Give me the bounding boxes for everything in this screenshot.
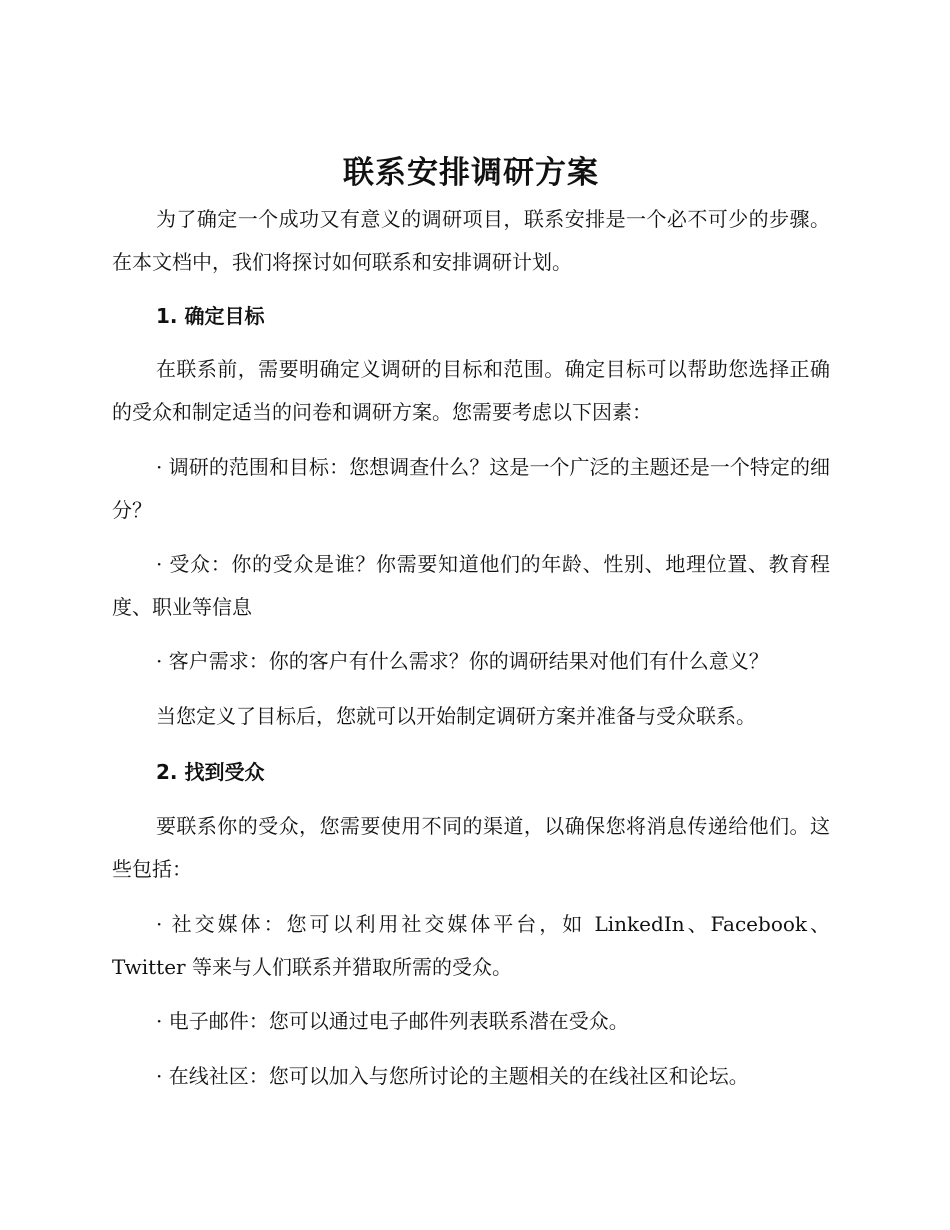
section-1-paragraph: 在联系前，需要明确定义调研的目标和范围。确定目标可以帮助您选择正确的受众和制定适当的问卷和调研方案。您需要考虑以下因素： xyxy=(112,357,830,424)
document-title: 联系安排调研方案 xyxy=(343,155,599,191)
section-2-paragraph: 要联系你的受众，您需要使用不同的渠道，以确保您将消息传递给他们。这些包括： xyxy=(112,814,830,881)
section-1-bullet-1: · 调研的范围和目标：您想调查什么？这是一个广泛的主题还是一个特定的细分？ xyxy=(112,455,830,522)
document-page xyxy=(112,0,830,1230)
section-2-bullet-2: · 电子邮件：您可以通过电子邮件列表联系潜在受众。 xyxy=(156,1009,629,1033)
section-1-bullet-3: · 客户需求：你的客户有什么需求？你的调研结果对他们有什么意义？ xyxy=(156,649,769,673)
section-1-conclusion: 当您定义了目标后，您就可以开始制定调研方案并准备与受众联系。 xyxy=(156,704,756,728)
section-2-bullet-3: · 在线社区：您可以加入与您所讨论的主题相关的在线社区和论坛。 xyxy=(156,1064,749,1088)
section-1-heading: 1. 确定目标 xyxy=(156,304,265,328)
section-2-heading: 2. 找到受众 xyxy=(156,760,265,784)
section-2-bullet-1: · 社交媒体：您可以利用社交媒体平台，如 LinkedIn、Facebook、Twitter 等来与人们联系并猎取所需的受众。 xyxy=(112,912,830,979)
intro-paragraph: 为了确定一个成功又有意义的调研项目，联系安排是一个必不可少的步骤。在本文档中，我们将探讨如何联系和安排调研计划。 xyxy=(112,207,830,274)
section-1-bullet-2: · 受众：你的受众是谁？你需要知道他们的年龄、性别、地理位置、教育程度、职业等信息 xyxy=(112,552,830,619)
